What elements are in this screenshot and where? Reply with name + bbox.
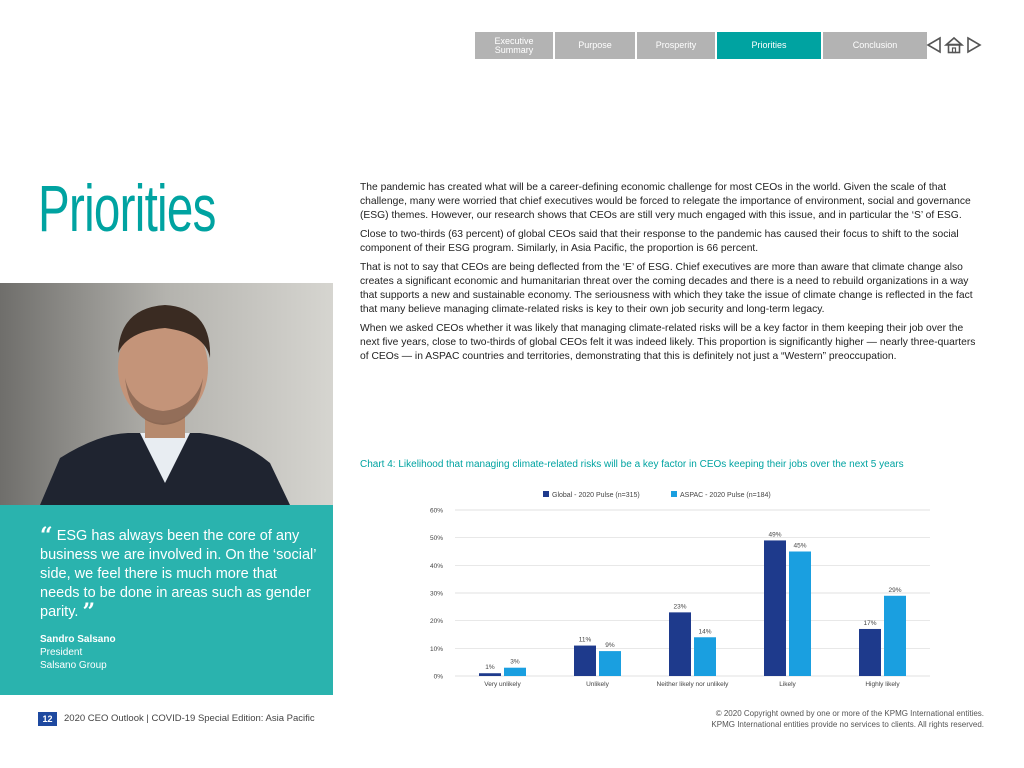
x-tick-label: Unlikely xyxy=(586,681,609,688)
data-label: 14% xyxy=(698,628,712,636)
bar xyxy=(859,629,881,676)
top-navigation xyxy=(475,32,929,59)
bar xyxy=(694,637,716,676)
footer-title: 2020 CEO Outlook | COVID-19 Special Edition: Asia Pacific xyxy=(64,713,315,724)
data-label: 45% xyxy=(793,542,807,550)
author-role: President xyxy=(40,647,83,658)
y-tick-label: 50% xyxy=(429,535,443,543)
author-name: Sandro Salsano xyxy=(40,634,116,645)
author-organization: Salsano Group xyxy=(40,660,107,671)
bar-chart xyxy=(360,485,960,695)
tab-conclusion[interactable]: Conclusion xyxy=(823,32,927,59)
quote-panel xyxy=(0,505,333,695)
y-tick-label: 40% xyxy=(429,562,443,570)
previous-page-icon[interactable] xyxy=(926,36,942,54)
paragraph: The pandemic has created what will be a career-defining economic challenge for most CEOs in the world. Given the scale of that challenge, many were worried that chief executives would be forced to relegate the importance of environment, social and governance (ESG) themes. However, our research shows that CEOs are still very much engaged with this issue, and in particular the ‘S’ of ESG. xyxy=(360,182,971,221)
data-label: 1% xyxy=(485,664,495,672)
x-tick-label: Very unlikely xyxy=(484,681,521,688)
bar xyxy=(479,673,501,676)
x-tick-label: Likely xyxy=(779,681,796,688)
data-label: 29% xyxy=(888,586,902,594)
bar xyxy=(504,668,526,676)
chart-title: Chart 4: Likelihood that managing climate-related risks will be a key factor in CEOs keeping their jobs over the next 5 years xyxy=(360,459,904,470)
y-tick-label: 30% xyxy=(429,590,443,598)
y-tick-label: 60% xyxy=(429,507,443,515)
nav-arrows xyxy=(926,36,982,54)
paragraph: That is not to say that CEOs are being deflected from the ‘E’ of ESG. Chief executives are more than aware that climate change also creates a significant economic and humanitarian threat over the coming decades and there is a need to rebuild organizations in a way that supports a new and sustainable economy. The seriousness with which they take the issue of climate change is reflected in the fact that many believe managing climate-related risks is key to their own job security and long-term legacy. xyxy=(360,262,973,315)
bar xyxy=(764,540,786,676)
x-tick-label: Neither likely nor unlikely xyxy=(656,681,729,688)
paragraph: Close to two-thirds (63 percent) of global CEOs said that their response to the pandemic has caused their focus to shift to the social component of their ESG program. Similarly, in Asia Pacific, the proportion is 66 percent. xyxy=(360,229,959,254)
close-quote-icon: ” xyxy=(82,599,96,625)
bar xyxy=(574,646,596,676)
bar xyxy=(669,612,691,676)
bar xyxy=(884,596,906,676)
y-tick-label: 0% xyxy=(433,673,443,681)
data-label: 11% xyxy=(578,636,592,644)
paragraph: When we asked CEOs whether it was likely that managing climate-related risks will be a key factor in them keeping their job over the next five years, close to two-thirds of global CEOs felt it was indeed likely. This proportion is significantly higher — nearly three-quarters of CEOs — in ASPAC countries and territories, demonstrating that this is definitely not just a “Western” preoccupation. xyxy=(360,323,976,362)
legend-label: Global - 2020 Pulse (n=315) xyxy=(552,492,640,499)
page-title: Priorities xyxy=(38,171,216,245)
legend-label: ASPAC - 2020 Pulse (n=184) xyxy=(680,492,771,499)
data-label: 17% xyxy=(863,619,877,627)
y-tick-label: 10% xyxy=(429,645,443,653)
quote-author xyxy=(40,633,116,672)
bar xyxy=(789,552,811,677)
portrait-photo xyxy=(0,283,333,505)
tab-executive-summary[interactable]: Executive Summary xyxy=(475,32,553,59)
data-label: 3% xyxy=(510,658,520,666)
copyright xyxy=(711,708,984,730)
page-number: 12 xyxy=(38,712,57,726)
tab-purpose[interactable]: Purpose xyxy=(555,32,635,59)
quote-text: ESG has always been the core of any business we are involved in. On the ‘social’ side, we feel there is much more that needs to be done in areas such as gender parity. xyxy=(40,528,316,620)
tab-priorities[interactable]: Priorities xyxy=(717,32,821,59)
y-tick-label: 20% xyxy=(429,618,443,626)
next-page-icon[interactable] xyxy=(966,36,982,54)
home-icon[interactable] xyxy=(943,36,965,54)
quote xyxy=(40,523,320,625)
open-quote-icon: “ xyxy=(40,523,53,549)
body-text xyxy=(360,181,985,369)
tab-prosperity[interactable]: Prosperity xyxy=(637,32,715,59)
data-label: 9% xyxy=(605,642,615,650)
copyright-line: KPMG International entities provide no services to clients. All rights reserved. xyxy=(711,720,984,729)
x-tick-label: Highly likely xyxy=(865,681,900,688)
legend-swatch xyxy=(543,491,549,497)
data-label: 49% xyxy=(768,531,782,539)
legend-swatch xyxy=(671,491,677,497)
copyright-line: © 2020 Copyright owned by one or more of the KPMG International entities. xyxy=(715,709,984,718)
bar xyxy=(599,651,621,676)
data-label: 23% xyxy=(673,603,687,611)
